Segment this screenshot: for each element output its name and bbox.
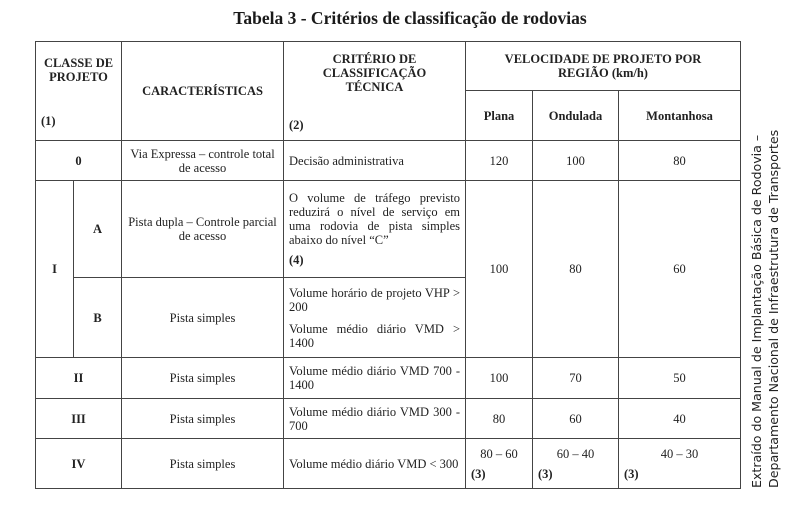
criterion-cell (284, 278, 466, 358)
class-cell: II (36, 358, 122, 399)
header-class-line1: CLASSE DE (43, 56, 114, 70)
criterion-text: O volume de tráfego previsto reduzirá o nível de serviço em uma rodovia de pista simples abaixo do nível “C” (289, 191, 460, 247)
speed-plana-cell: 100 (466, 181, 533, 358)
speed-plana-cell (466, 439, 533, 489)
speed-value: 60 – 40 (556, 446, 595, 461)
speed-ondulada-cell: 80 (533, 181, 619, 358)
characteristics-cell: Pista dupla – Controle parcial de acesso (122, 181, 284, 278)
classification-table (35, 41, 741, 489)
speed-plana-cell: 80 (466, 399, 533, 439)
criterion-cell (284, 181, 466, 278)
header-criterion-line2: CLASSIFICAÇÃO (322, 66, 427, 80)
class-cell: I (36, 181, 74, 358)
criterion-cell: Decisão administrativa (284, 141, 466, 181)
source-line-1: Extraído do Manual de Implantação Básica de Rodovia – (749, 134, 764, 488)
header-class-line2: PROJETO (49, 70, 108, 84)
criterion-cell: Volume médio diário VMD < 300 (284, 439, 466, 489)
speed-montanhosa-cell: 60 (619, 181, 741, 358)
speed-montanhosa-cell: 50 (619, 358, 741, 399)
table-title: Tabela 3 - Critérios de classificação de rodovias (233, 8, 587, 28)
speed-value: 40 – 30 (660, 446, 699, 461)
subclass-cell: B (74, 278, 122, 358)
source-line-2: Departamento Nacional de Infraestrutura de Transportes (766, 129, 781, 488)
criterion-text-2: Volume médio diário VMD > 1400 (289, 321, 460, 350)
header-class-note: (1) (41, 114, 56, 128)
characteristics-cell: Pista simples (122, 399, 284, 439)
source-caption (748, 48, 782, 488)
speed-plana-cell: 120 (466, 141, 533, 181)
speed-montanhosa-cell: 40 (619, 399, 741, 439)
criterion-text-1: Volume horário de projeto VHP > 200 (289, 285, 460, 314)
class-cell: 0 (36, 141, 122, 181)
subclass-cell: A (74, 181, 122, 278)
header-criterion-line3: TÉCNICA (345, 80, 404, 94)
table-row (36, 358, 741, 399)
class-cell: III (36, 399, 122, 439)
header-criterion-note: (2) (289, 118, 304, 132)
speed-ondulada-cell: 60 (533, 399, 619, 439)
header-speed-line2: REGIÃO (km/h) (558, 66, 648, 80)
speed-plana-cell: 100 (466, 358, 533, 399)
table-row (36, 141, 741, 181)
header-speed-line1: VELOCIDADE DE PROJETO POR (504, 52, 702, 66)
criterion-note: (4) (289, 253, 304, 267)
header-region-ondulada: Ondulada (533, 91, 619, 141)
criterion-cell: Volume médio diário VMD 700 - 1400 (284, 358, 466, 399)
class-cell: IV (36, 439, 122, 489)
header-characteristics: CARACTERÍSTICAS (122, 42, 284, 141)
speed-note: (3) (471, 466, 486, 481)
speed-montanhosa-cell: 80 (619, 141, 741, 181)
characteristics-cell: Pista simples (122, 358, 284, 399)
speed-note: (3) (538, 466, 553, 481)
characteristics-cell: Via Expressa – controle total de acesso (122, 141, 284, 181)
header-criterion (284, 42, 466, 141)
characteristics-cell: Pista simples (122, 278, 284, 358)
characteristics-cell: Pista simples (122, 439, 284, 489)
speed-ondulada-cell (533, 439, 619, 489)
table-row (36, 181, 741, 278)
header-speed (466, 42, 741, 91)
table-row (36, 399, 741, 439)
speed-note: (3) (624, 466, 639, 481)
speed-montanhosa-cell (619, 439, 741, 489)
speed-ondulada-cell: 100 (533, 141, 619, 181)
speed-ondulada-cell: 70 (533, 358, 619, 399)
table-row (36, 439, 741, 489)
header-region-montanhosa: Montanhosa (619, 91, 741, 141)
speed-value: 80 – 60 (480, 446, 518, 461)
header-class (36, 42, 122, 141)
criterion-cell: Volume médio diário VMD 300 - 700 (284, 399, 466, 439)
header-criterion-line1: CRITÉRIO DE (332, 52, 417, 66)
header-region-plana: Plana (466, 91, 533, 141)
